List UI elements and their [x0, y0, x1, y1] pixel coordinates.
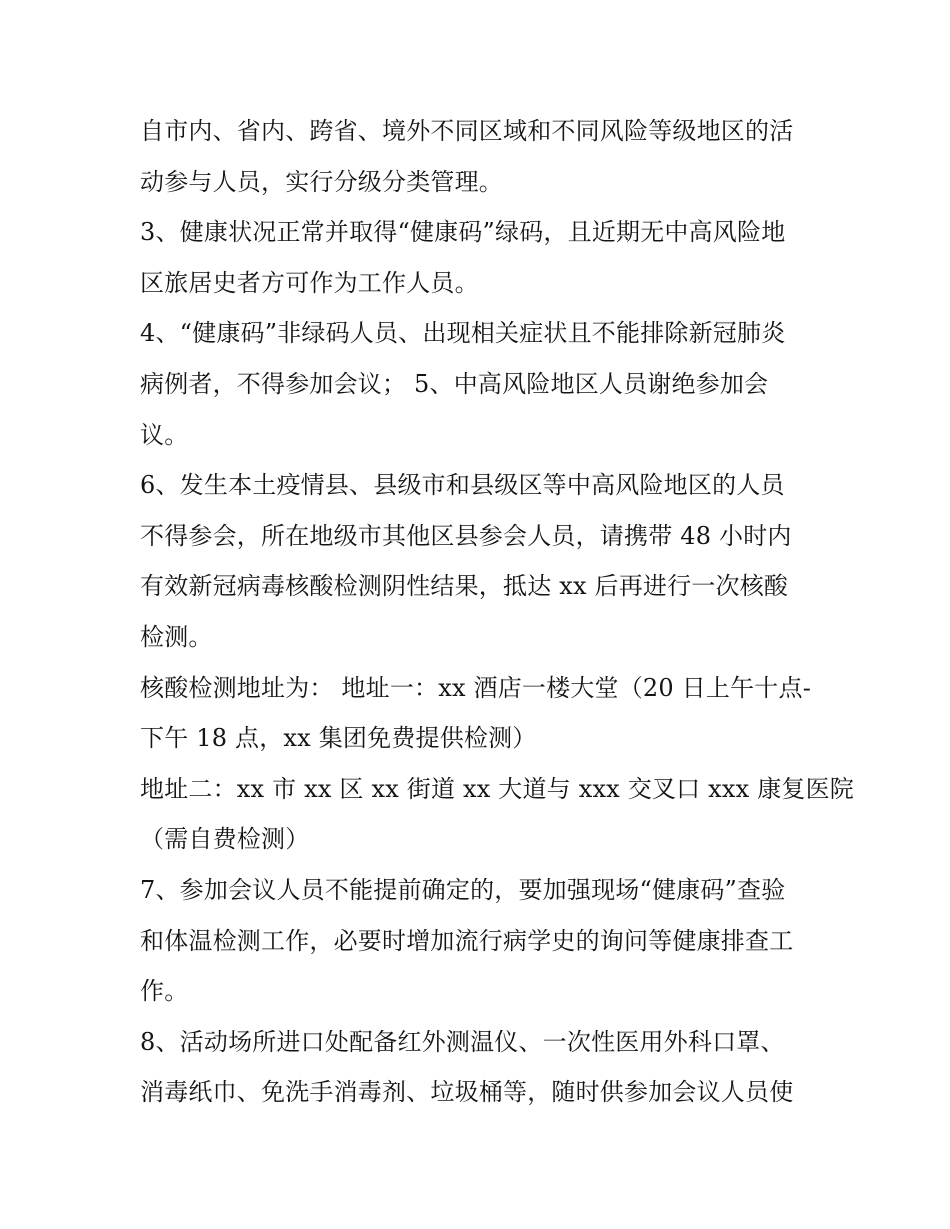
text-line: 6、发生本土疫情县、县级市和县级区等中高风险地区的人员: [140, 471, 785, 500]
text-line: 核酸检测地址为： 地址一：xx 酒店一楼大堂（20 日上午十点-: [140, 673, 812, 702]
text-line: 检测。: [140, 622, 213, 651]
text-line: 7、参加会议人员不能提前确定的，要加强现场“健康码”查验: [140, 875, 786, 904]
text-line: 区旅居史者方可作为工作人员。: [140, 268, 479, 297]
text-line: 8、活动场所进口处配备红外测温仪、一次性医用外科口罩、: [140, 1027, 785, 1056]
text-line: 有效新冠病毒核酸检测阴性结果，抵达 xx 后再进行一次核酸: [140, 572, 789, 601]
text-line: （需自费检测）: [140, 825, 310, 854]
text-line: 消毒纸巾、免洗手消毒剂、垃圾桶等，随时供参加会议人员使: [140, 1078, 794, 1107]
text-line: 作。: [140, 977, 189, 1006]
text-line: 4、“健康码”非绿码人员、出现相关症状且不能排除新冠肺炎: [140, 319, 786, 348]
text-line: 病例者，不得参加会议； 5、中高风险地区人员谢绝参加会: [140, 369, 769, 398]
text-line: 议。: [140, 420, 189, 449]
text-line: 不得参会，所在地级市其他区县参会人员，请携带 48 小时内: [140, 521, 792, 550]
document-body: [140, 106, 855, 1118]
text-line: 下午 18 点，xx 集团免费提供检测）: [140, 724, 537, 753]
text-line: 自市内、省内、跨省、境外不同区域和不同风险等级地区的活: [140, 117, 794, 145]
text-line: 和体温检测工作，必要时增加流行病学史的询问等健康排查工: [140, 926, 794, 955]
text-line: 地址二：xx 市 xx 区 xx 街道 xx 大道与 xxx 交叉口 xxx 康复医院: [140, 774, 855, 803]
text-line: 动参与人员，实行分级分类管理。: [140, 167, 503, 196]
text-line: 3、健康状况正常并取得“健康码”绿码，且近期无中高风险地: [140, 218, 786, 247]
